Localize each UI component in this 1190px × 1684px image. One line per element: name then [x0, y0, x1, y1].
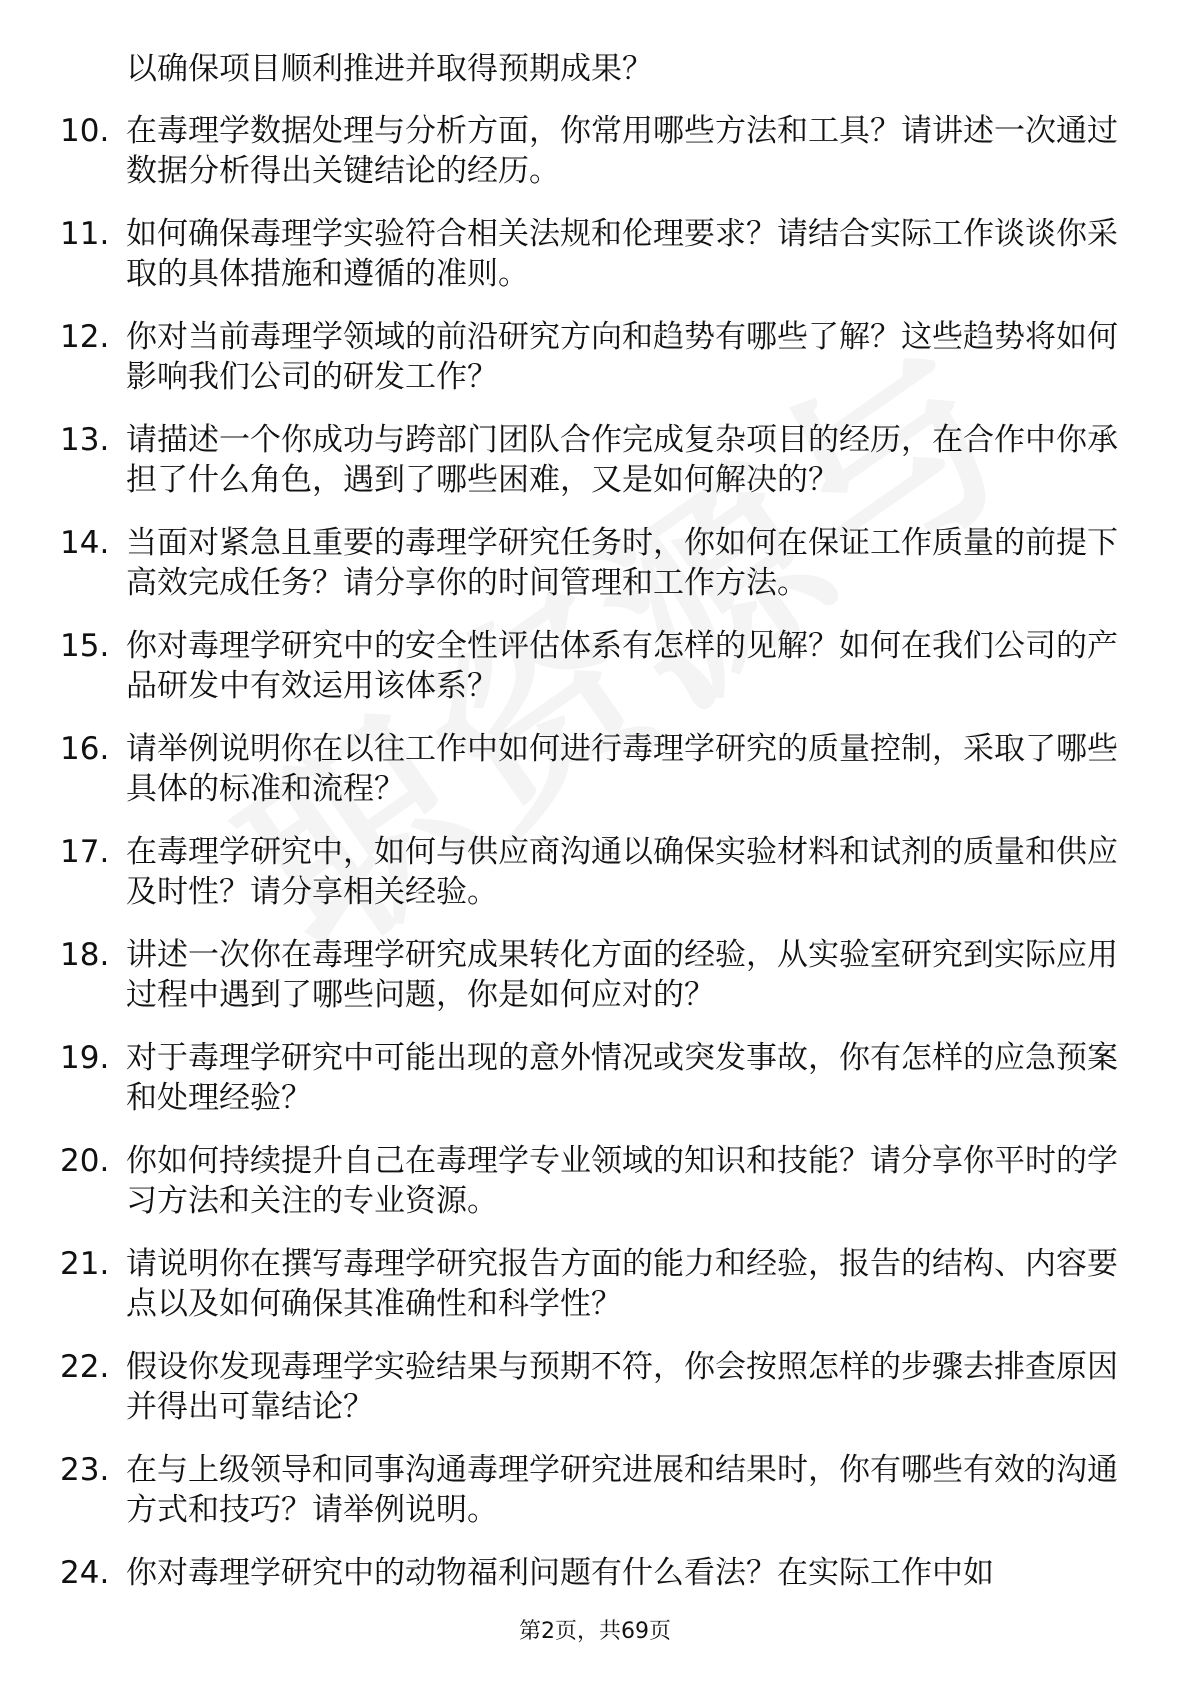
list-item — [60, 935, 1120, 1015]
list-item — [60, 523, 1120, 603]
item-text: 对于毒理学研究中可能出现的意外情况或突发事故，你有怎样的应急预案和处理经验？ — [126, 1040, 1118, 1116]
list-item — [60, 1141, 1120, 1221]
item-number: 14. — [60, 525, 110, 561]
item-number: 18. — [60, 937, 110, 973]
item-number: 12. — [60, 319, 110, 355]
list-item — [60, 1244, 1120, 1324]
item-number: 16. — [60, 731, 110, 767]
list-item — [60, 1038, 1120, 1118]
list-item — [60, 420, 1120, 500]
list-item — [60, 317, 1120, 397]
item-text: 讲述一次你在毒理学研究成果转化方面的经验，从实验室研究到实际应用过程中遇到了哪些问题，你是如何应对的？ — [126, 937, 1118, 1013]
item-text: 你如何持续提升自己在毒理学专业领域的知识和技能？请分享你平时的学习方法和关注的专业资源。 — [126, 1143, 1118, 1219]
list-item — [60, 832, 1120, 912]
item-number: 17. — [60, 834, 110, 870]
list-item — [60, 1347, 1120, 1427]
item-number: 20. — [60, 1143, 110, 1179]
item-number: 11. — [60, 216, 110, 252]
continued-text: 以确保项目顺利推进并取得预期成果？ — [126, 51, 653, 87]
item-text: 请说明你在撰写毒理学研究报告方面的能力和经验，报告的结构、内容要点以及如何确保其准确性和科学性？ — [126, 1246, 1118, 1322]
item-text: 在毒理学研究中，如何与供应商沟通以确保实验材料和试剂的质量和供应及时性？请分享相关经验。 — [126, 834, 1118, 910]
item-text: 在毒理学数据处理与分析方面，你常用哪些方法和工具？请讲述一次通过数据分析得出关键结论的经历。 — [126, 113, 1118, 189]
page-footer: 第2页，共69页 — [519, 1619, 671, 1644]
item-number: 21. — [60, 1246, 110, 1282]
item-text: 当面对紧急且重要的毒理学研究任务时，你如何在保证工作质量的前提下高效完成任务？请分享你的时间管理和工作方法。 — [126, 525, 1118, 601]
item-number: 23. — [60, 1452, 110, 1488]
item-text: 如何确保毒理学实验符合相关法规和伦理要求？请结合实际工作谈谈你采取的具体措施和遵循的准则。 — [126, 216, 1118, 292]
item-number: 22. — [60, 1349, 110, 1385]
item-text: 在与上级领导和同事沟通毒理学研究进展和结果时，你有哪些有效的沟通方式和技巧？请举例说明。 — [126, 1452, 1118, 1528]
list-item — [60, 626, 1120, 706]
item-number: 19. — [60, 1040, 110, 1076]
item-text: 你对毒理学研究中的安全性评估体系有怎样的见解？如何在我们公司的产品研发中有效运用该体系？ — [126, 628, 1118, 704]
item-text: 你对当前毒理学领域的前沿研究方向和趋势有哪些了解？这些趋势将如何影响我们公司的研发工作？ — [126, 319, 1118, 395]
item-text: 你对毒理学研究中的动物福利问题有什么看法？在实际工作中如 — [126, 1555, 994, 1591]
item-text: 请描述一个你成功与跨部门团队合作完成复杂项目的经历，在合作中你承担了什么角色，遇到了哪些困难，又是如何解决的？ — [126, 422, 1118, 498]
item-text: 假设你发现毒理学实验结果与预期不符，你会按照怎样的步骤去排查原因并得出可靠结论？ — [126, 1349, 1118, 1425]
question-list — [60, 49, 1120, 1616]
list-item — [60, 1450, 1120, 1530]
item-text: 请举例说明你在以往工作中如何进行毒理学研究的质量控制，采取了哪些具体的标准和流程？ — [126, 731, 1118, 807]
list-item — [60, 729, 1120, 809]
list-item — [60, 214, 1120, 294]
list-item — [60, 111, 1120, 191]
item-number: 15. — [60, 628, 110, 664]
list-item — [60, 1553, 1120, 1593]
item-number: 24. — [60, 1555, 110, 1591]
item-number: 10. — [60, 113, 110, 149]
item-number: 13. — [60, 422, 110, 458]
